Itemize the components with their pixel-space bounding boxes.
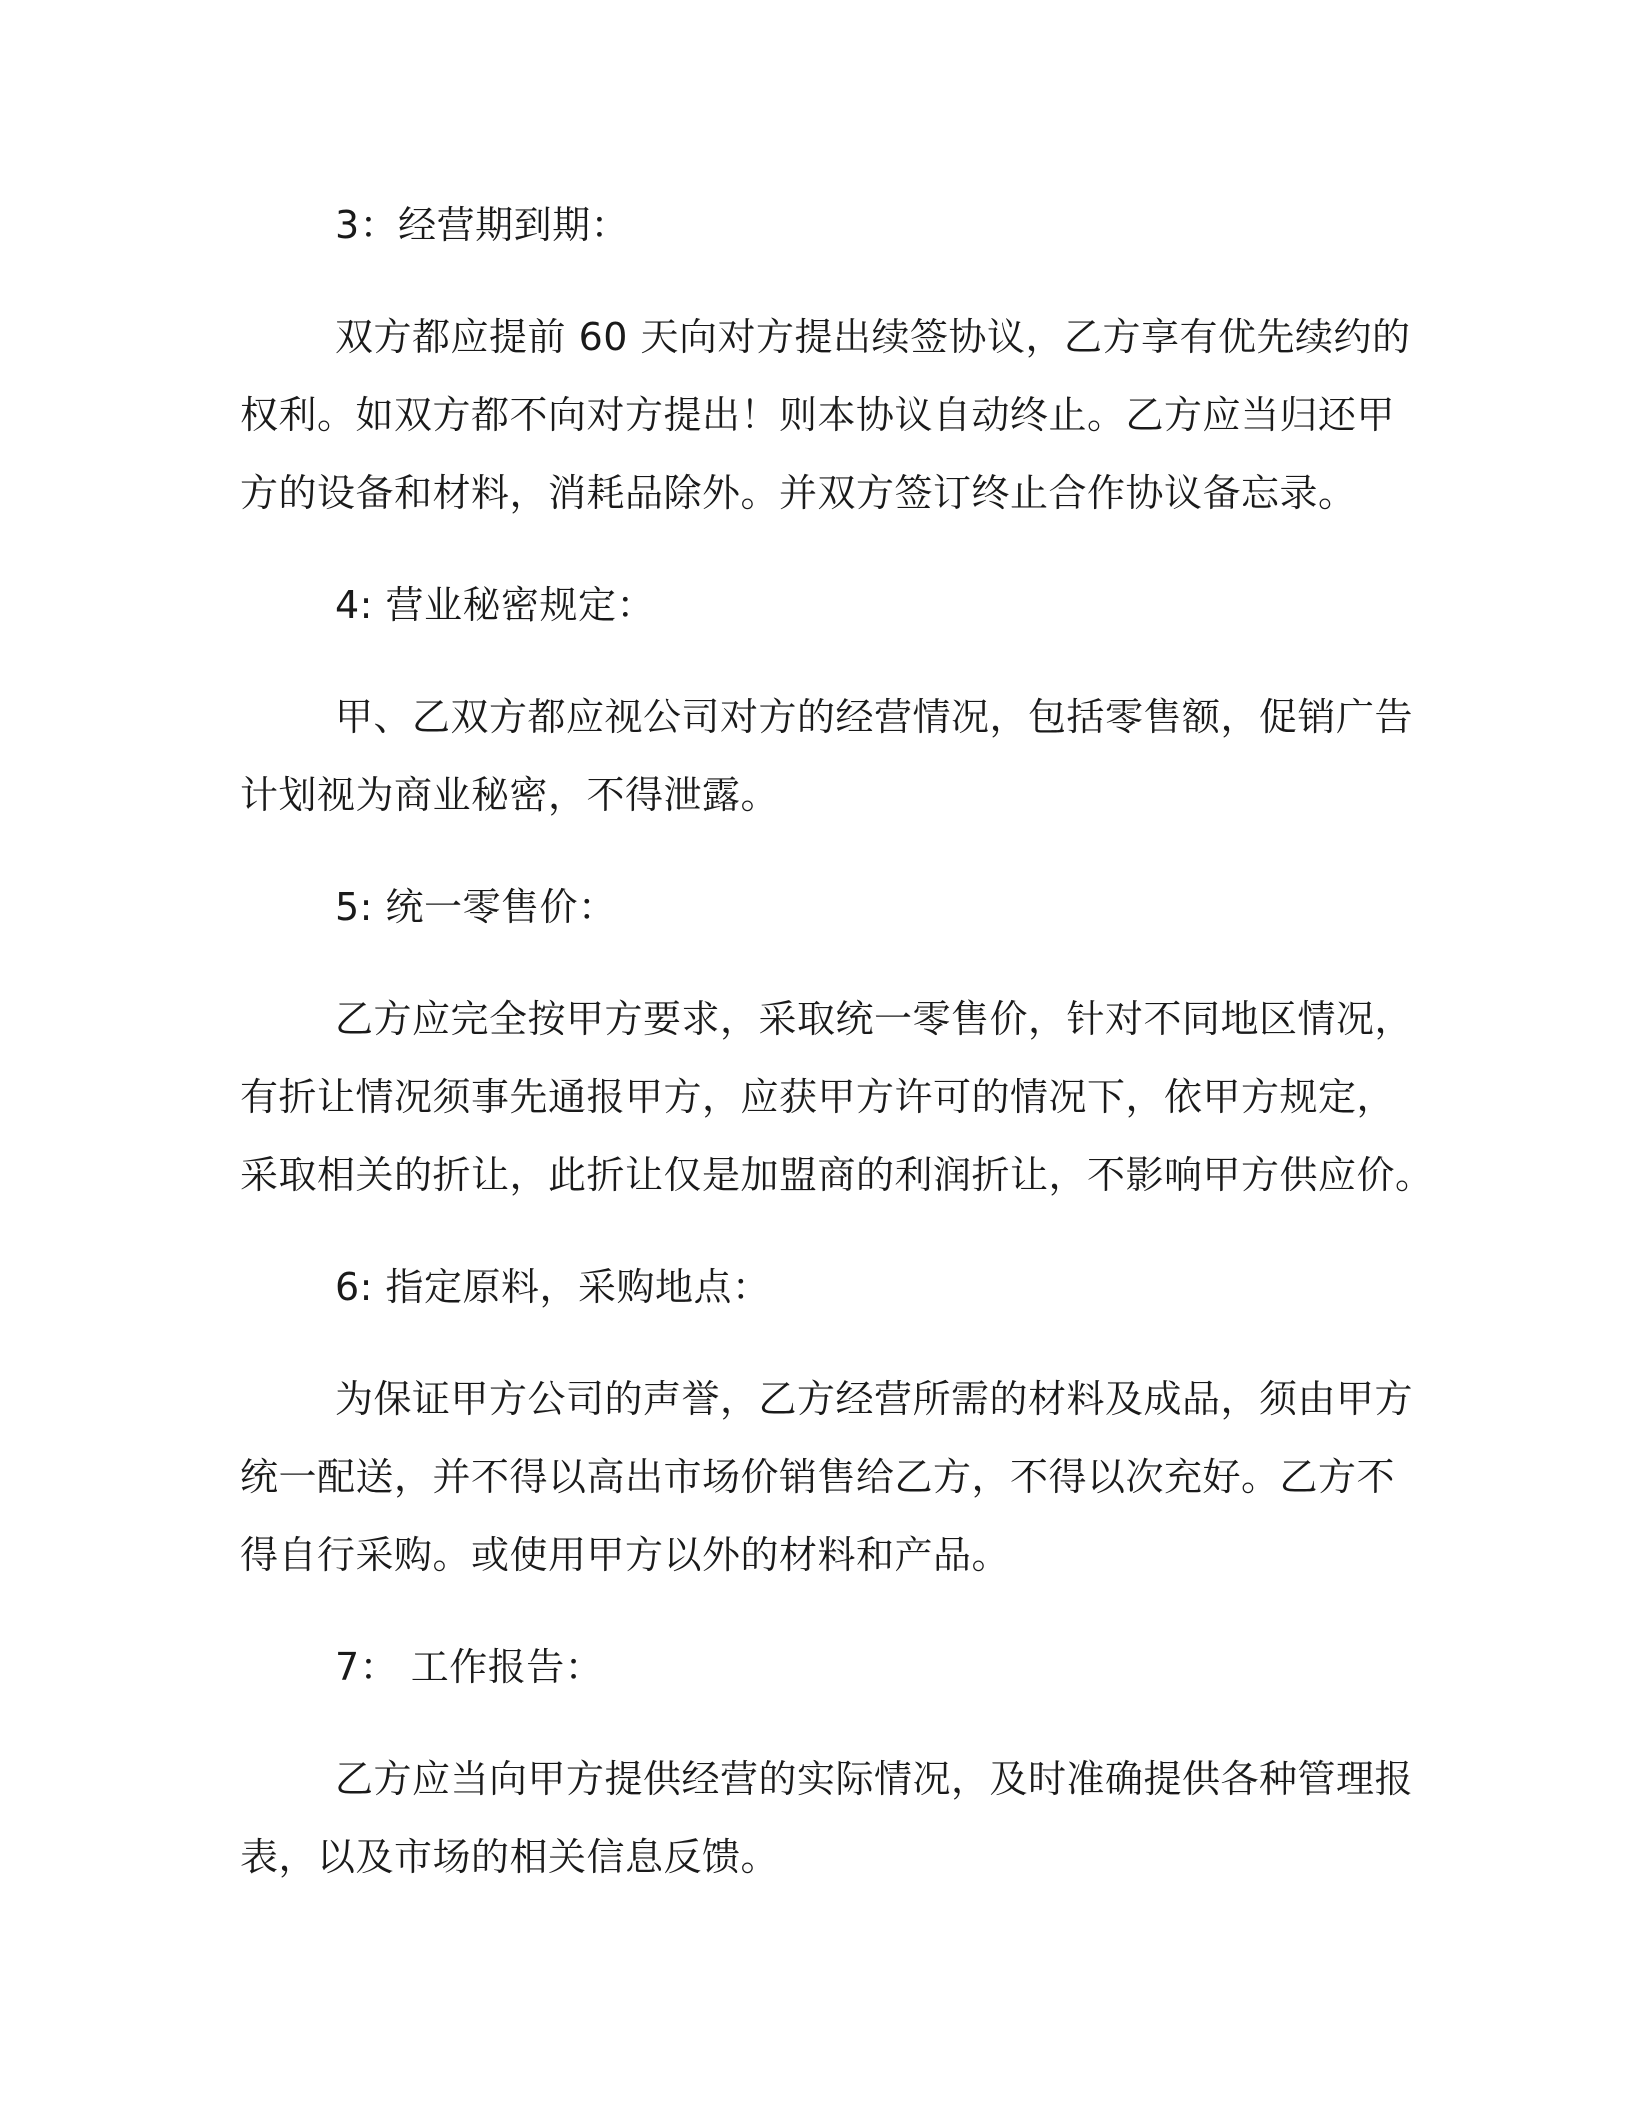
paragraph-line: 方的设备和材料，消耗品除外。并双方签订终止合作协议备忘录。	[240, 471, 1357, 515]
section-heading: 4: 营业秘密规定：	[335, 583, 656, 627]
paragraph-line: 计划视为商业秘密，不得泄露。	[240, 773, 780, 817]
section-heading: 7： 工作报告：	[335, 1645, 604, 1689]
paragraph-line: 权利。如双方都不向对方提出！则本协议自动终止。乙方应当归还甲	[240, 393, 1396, 437]
section-heading: 5: 统一零售价：	[335, 885, 617, 929]
section-heading: 3：经营期到期：	[335, 203, 630, 247]
paragraph-line: 表，以及市场的相关信息反馈。	[240, 1835, 780, 1879]
section-heading: 6: 指定原料，采购地点：	[335, 1265, 771, 1309]
paragraph-line: 统一配送，并不得以高出市场价销售给乙方，不得以次充好。乙方不	[240, 1455, 1396, 1499]
paragraph-line: 乙方应当向甲方提供经营的实际情况，及时准确提供各种管理报	[335, 1757, 1414, 1801]
paragraph-line: 为保证甲方公司的声誉，乙方经营所需的材料及成品，须由甲方	[335, 1377, 1414, 1421]
paragraph-line: 采取相关的折让，此折让仅是加盟商的利润折让，不影响甲方供应价。	[240, 1153, 1434, 1197]
paragraph-line: 双方都应提前 60 天向对方提出续签协议，乙方享有优先续约的	[335, 315, 1411, 359]
paragraph-line: 乙方应完全按甲方要求，采取统一零售价，针对不同地区情况，	[335, 997, 1414, 1041]
paragraph-line: 甲、乙双方都应视公司对方的经营情况，包括零售额，促销广告	[335, 695, 1414, 739]
document-body	[240, 186, 1434, 1896]
paragraph-line: 得自行采购。或使用甲方以外的材料和产品。	[240, 1533, 1011, 1577]
paragraph-line: 有折让情况须事先通报甲方，应获甲方许可的情况下，依甲方规定，	[240, 1075, 1396, 1119]
